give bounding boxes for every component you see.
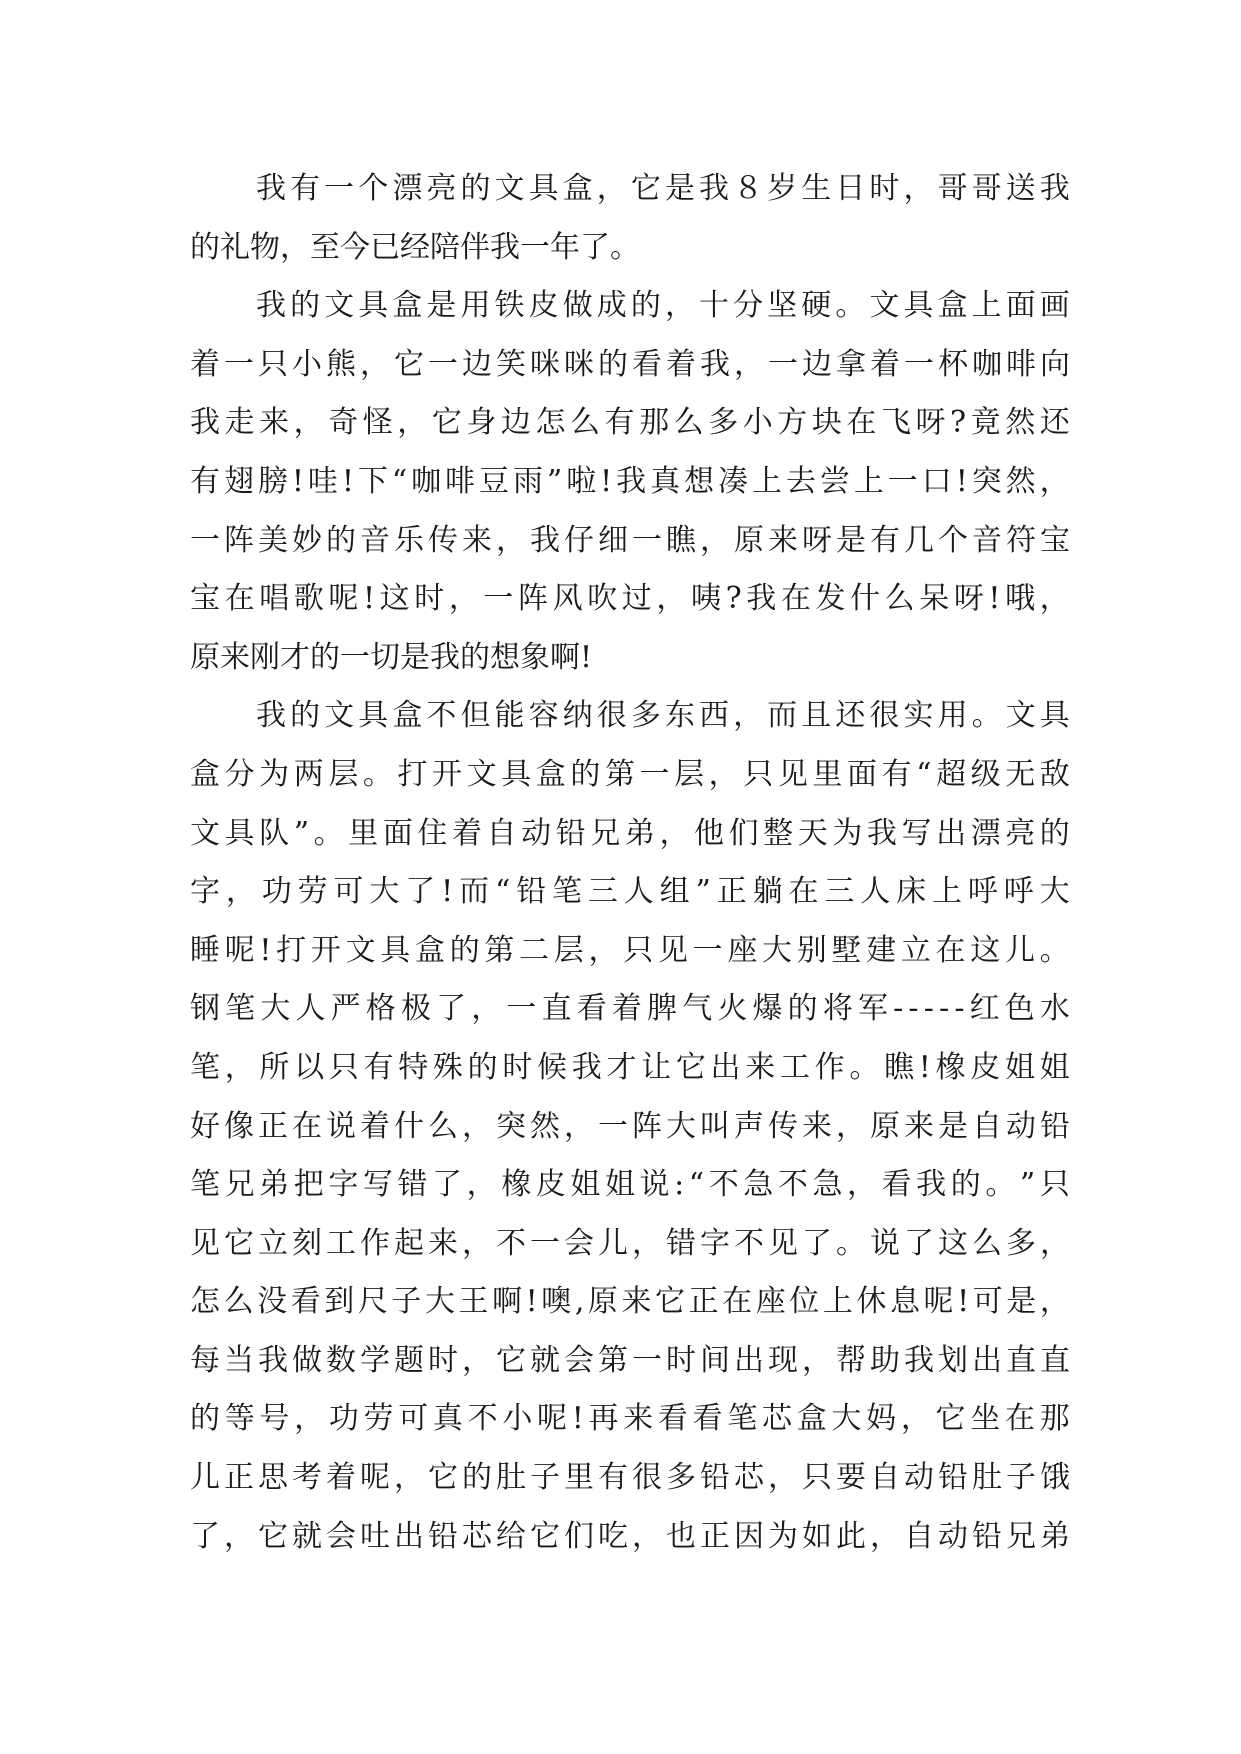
text-line: 盒 分 为 两 层 。 打 开 文 具 盒 的 第 一 层 ， 只 见 里 面 有 “ 超 级 无 敌 [190, 756, 1070, 792]
text-line: 有 翅 膀 ! 哇 ! 下 “ 咖 啡 豆 雨 ” 啦 ! 我 真 想 凑 上 去 尝 上 一 口 ! 突 然 ， [190, 463, 1070, 499]
text-line: 我 的 文 具 盒 是 用 铁 皮 做 成 的 ， 十 分 坚 硬 。 文 具 盒 上 面 画 [256, 288, 1070, 324]
text-line: 我 的 文 具 盒 不 但 能 容 纳 很 多 东 西 ， 而 且 还 很 实 用 。 文 具 [256, 698, 1070, 734]
text-line: 字 ， 功 劳 可 大 了 ! 而 “ 铅 笔 三 人 组 ” 正 躺 在 三 人 床 上 呼 呼 大 [190, 874, 1070, 910]
text-line: 一 阵 美 妙 的 音 乐 传 来 ， 我 仔 细 一 瞧 ， 原 来 呀 是 有 几 个 音 符 宝 [190, 522, 1070, 558]
text-line: 原来刚才的一切是我的想象啊! [190, 639, 593, 675]
text-line: 的礼物，至今已经陪伴我一年了。 [190, 229, 640, 265]
text-line: 的 等 号 ， 功 劳 可 真 不 小 呢 ! 再 来 看 看 笔 芯 盒 大 妈 ， 它 坐 在 那 [190, 1401, 1070, 1437]
text-line: 好 像 正 在 说 着 什 么 ， 突 然 ， 一 阵 大 叫 声 传 来 ， 原 来 是 自 动 铅 [190, 1108, 1070, 1144]
text-line: 笔 ， 所 以 只 有 特 殊 的 时 候 我 才 让 它 出 来 工 作 。 瞧 ! 橡 皮 姐 姐 [190, 1049, 1070, 1085]
text-line: 见 它 立 刻 工 作 起 来 ， 不 一 会 儿 ， 错 字 不 见 了 。 说 了 这 么 多 ， [190, 1225, 1070, 1261]
text-line: 了 ， 它 就 会 吐 出 铅 芯 给 它 们 吃 ， 也 正 因 为 如 此 ， 自 动 铅 兄 弟 [190, 1518, 1070, 1554]
text-line: 每 当 我 做 数 学 题 时 ， 它 就 会 第 一 时 间 出 现 ， 帮 助 我 划 出 直 直 [190, 1342, 1070, 1378]
text-line: 文 具 队 ” 。 里 面 住 着 自 动 铅 兄 弟 ， 他 们 整 天 为 我 写 出 漂 亮 的 [190, 815, 1070, 851]
text-line: 钢 笔 大 人 严 格 极 了 ， 一 直 看 着 脾 气 火 爆 的 将 军 - - - - - 红 色 水 [190, 991, 1070, 1027]
text-line: 我 走 来 ， 奇 怪 ， 它 身 边 怎 么 有 那 么 多 小 方 块 在 飞 呀 ? 竟 然 还 [190, 405, 1070, 441]
text-line: 笔 兄 弟 把 字 写 错 了 ， 橡 皮 姐 姐 说 : “ 不 急 不 急 ， 看 我 的 。 ” 只 [190, 1167, 1070, 1203]
text-line: 着 一 只 小 熊 ， 它 一 边 笑 咪 咪 的 看 着 我 ， 一 边 拿 着 一 杯 咖 啡 向 [190, 346, 1070, 382]
text-line: 我 有 一 个 漂 亮 的 文 具 盒 ， 它 是 我 ８ 岁 生 日 时 ， 哥 哥 送 我 [256, 171, 1070, 206]
text-line: 怎 么 没 看 到 尺 子 大 王 啊 ! 噢 , 原 来 它 正 在 座 位 上 休 息 呢 ! 可 是 ， [190, 1284, 1070, 1320]
text-line: 宝 在 唱 歌 呢 ! 这 时 ， 一 阵 风 吹 过 ， 咦 ? 我 在 发 什 么 呆 呀 ! 哦 ， [190, 581, 1070, 617]
document-body [190, 160, 1070, 1566]
text-line: 儿 正 思 考 着 呢 ， 它 的 肚 子 里 有 很 多 铅 芯 ， 只 要 自 动 铅 肚 子 饿 [190, 1460, 1070, 1496]
text-line: 睡 呢 ! 打 开 文 具 盒 的 第 二 层 ， 只 见 一 座 大 别 墅 建 立 在 这 儿 。 [190, 932, 1070, 968]
